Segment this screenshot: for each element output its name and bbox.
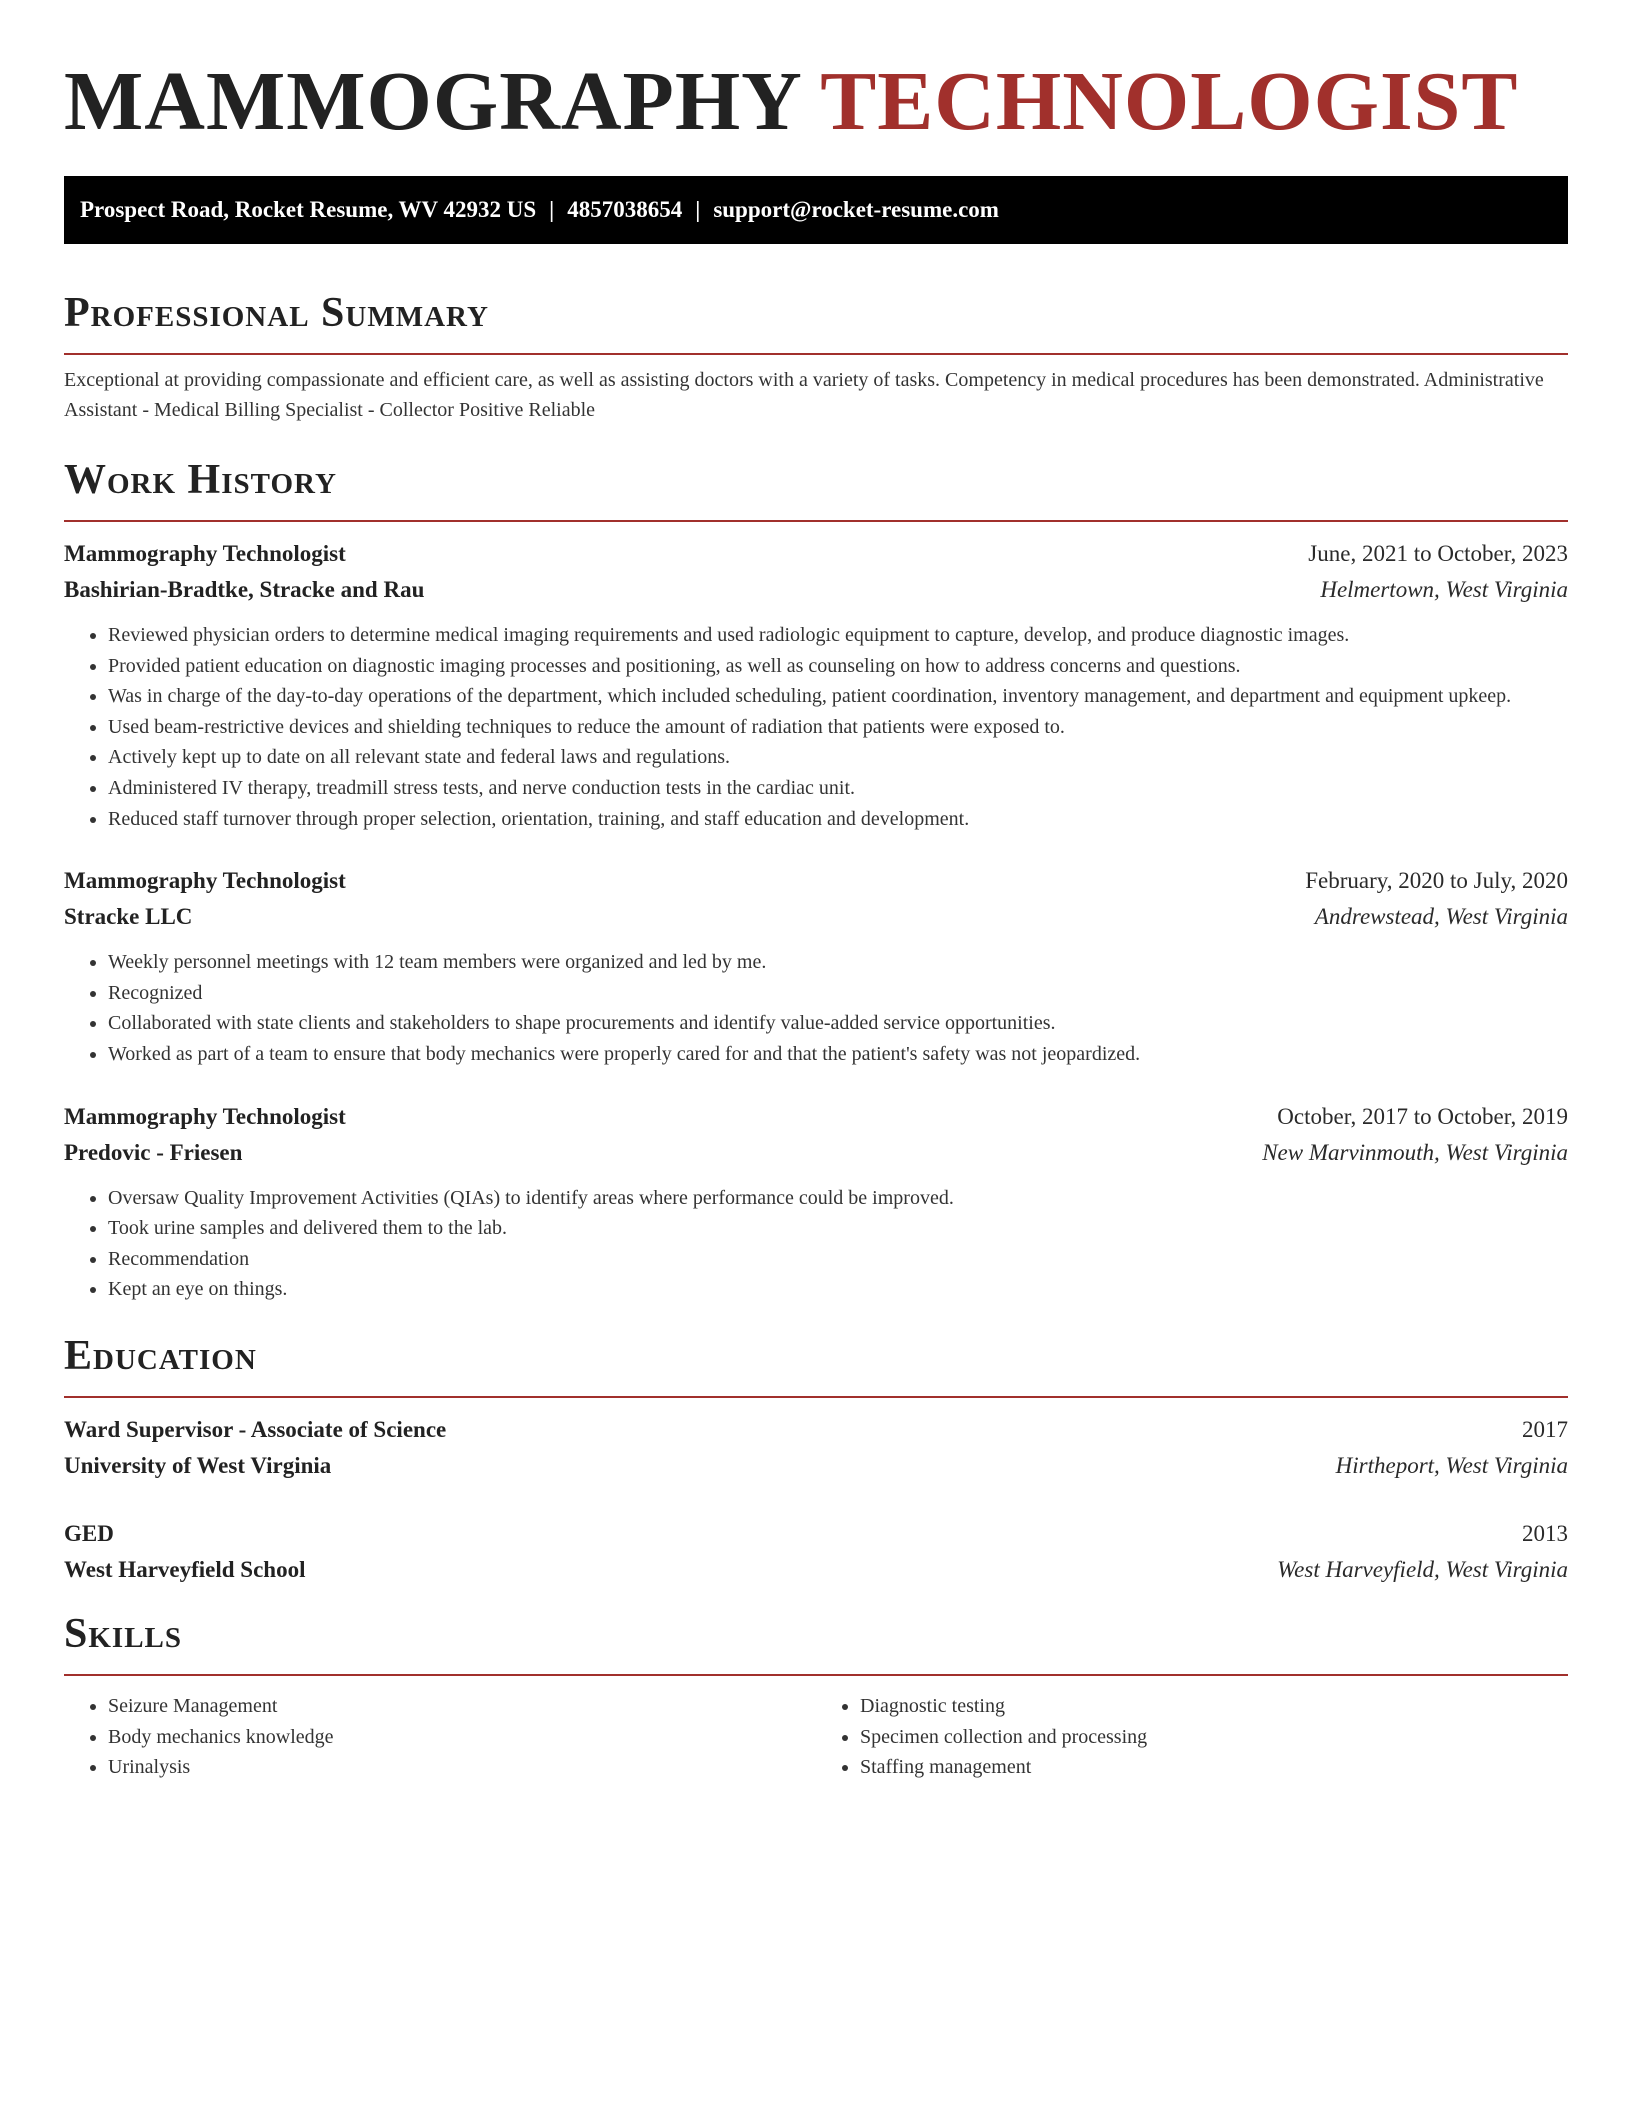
skill-item: • Specimen collection and processing bbox=[860, 1722, 1568, 1753]
education-location: West Harveyfield, West Virginia bbox=[1277, 1556, 1568, 1582]
list-item: • Reduced staff turnover through proper selection, orientation, training, and staff education and development. bbox=[108, 804, 1568, 835]
list-item: • Used beam-restrictive devices and shielding techniques to reduce the amount of radiation that patients were exposed to. bbox=[108, 712, 1568, 743]
contact-email[interactable]: support@rocket-resume.com bbox=[713, 197, 999, 222]
list-item: • Recognized bbox=[108, 978, 1568, 1009]
job-entry bbox=[64, 863, 1568, 1069]
job-title: Mammography Technologist bbox=[64, 868, 346, 894]
job-header bbox=[64, 863, 1568, 899]
list-item: • Kept an eye on things. bbox=[108, 1274, 1568, 1305]
list-item: • Administered IV therapy, treadmill stress tests, and nerve conduction tests in the cardiac unit. bbox=[108, 773, 1568, 804]
job-entry bbox=[64, 536, 1568, 834]
contact-bar bbox=[64, 176, 1568, 244]
contact-separator: | bbox=[549, 197, 555, 222]
list-item: • Collaborated with state clients and stakeholders to shape procurements and identify value-added service opportunities. bbox=[108, 1008, 1568, 1039]
job-bullets bbox=[64, 620, 1568, 834]
education-entry bbox=[64, 1516, 1568, 1588]
summary-heading: Professional Summary bbox=[64, 290, 489, 336]
job-location: New Marvinmouth, West Virginia bbox=[1262, 1139, 1568, 1165]
contact-address: Prospect Road, Rocket Resume, WV 42932 US bbox=[80, 197, 537, 222]
job-subheader bbox=[64, 1135, 1568, 1171]
education-year: 2017 bbox=[1522, 1416, 1568, 1442]
contact-separator: | bbox=[695, 197, 701, 222]
job-header bbox=[64, 536, 1568, 572]
job-location: Andrewstead, West Virginia bbox=[1314, 904, 1568, 930]
education-subheader bbox=[64, 1448, 1568, 1484]
resume-page bbox=[64, 0, 1568, 1783]
skill-item: • Staffing management bbox=[860, 1752, 1568, 1783]
job-header bbox=[64, 1099, 1568, 1135]
job-subheader bbox=[64, 572, 1568, 608]
section-divider bbox=[64, 353, 1568, 355]
job-bullets bbox=[64, 947, 1568, 1069]
job-company: Predovic - Friesen bbox=[64, 1139, 243, 1165]
job-entry bbox=[64, 1099, 1568, 1305]
first-name: MAMMOGRAPHY bbox=[64, 55, 800, 148]
education-subheader bbox=[64, 1552, 1568, 1588]
education-entry bbox=[64, 1412, 1568, 1484]
work-history-heading: Work History bbox=[64, 457, 337, 503]
job-subheader bbox=[64, 899, 1568, 935]
skills-list bbox=[64, 1691, 1568, 1783]
job-company: Bashirian-Bradtke, Stracke and Rau bbox=[64, 577, 425, 602]
section-divider bbox=[64, 1674, 1568, 1676]
list-item: • Worked as part of a team to ensure that body mechanics were properly cared for and that the patient's safety was not jeopardized. bbox=[108, 1039, 1568, 1070]
skill-item: • Seizure Management bbox=[108, 1691, 816, 1722]
education-header bbox=[64, 1412, 1568, 1448]
list-item: • Recommendation bbox=[108, 1244, 1568, 1275]
job-location: Helmertown, West Virginia bbox=[1320, 577, 1568, 602]
education-degree: Ward Supervisor - Associate of Science bbox=[64, 1416, 447, 1442]
job-bullets bbox=[64, 1183, 1568, 1305]
education-heading: Education bbox=[64, 1332, 257, 1379]
list-item: • Actively kept up to date on all relevant state and federal laws and regulations. bbox=[108, 742, 1568, 773]
resume-name bbox=[64, 0, 1568, 152]
skill-item: • Urinalysis bbox=[108, 1752, 816, 1783]
last-name: TECHNOLOGIST bbox=[820, 55, 1519, 148]
education-school: University of West Virginia bbox=[64, 1452, 332, 1478]
contact-phone: 4857038654 bbox=[567, 197, 683, 222]
section-divider bbox=[64, 520, 1568, 522]
summary-text: Exceptional at providing compassionate and efficient care, as well as assisting doctors with a variety of tasks. Competency in medical procedures has been demonstrated. Administrative Assistant - Medical Billing Specialist - Collector Positive Reliable bbox=[64, 369, 1544, 421]
job-title: Mammography Technologist bbox=[64, 541, 346, 566]
list-item: • Reviewed physician orders to determine medical imaging requirements and used radiologic equipment to capture, develop, and produce diagnostic images. bbox=[108, 620, 1568, 651]
education-header bbox=[64, 1516, 1568, 1552]
list-item: • Weekly personnel meetings with 12 team members were organized and led by me. bbox=[108, 947, 1568, 978]
education-year: 2013 bbox=[1522, 1520, 1568, 1546]
list-item: • Provided patient education on diagnostic imaging processes and positioning, as well as counseling on how to address concerns and questions. bbox=[108, 651, 1568, 682]
section-divider bbox=[64, 1396, 1568, 1398]
job-company: Stracke LLC bbox=[64, 904, 193, 930]
education-location: Hirtheport, West Virginia bbox=[1335, 1452, 1568, 1478]
job-title: Mammography Technologist bbox=[64, 1103, 346, 1129]
education-degree: GED bbox=[64, 1520, 114, 1546]
skills-column-left bbox=[64, 1691, 816, 1783]
skills-heading: Skills bbox=[64, 1610, 183, 1657]
list-item: • Took urine samples and delivered them to the lab. bbox=[108, 1213, 1568, 1244]
skill-item: • Diagnostic testing bbox=[860, 1691, 1568, 1722]
skill-item: • Body mechanics knowledge bbox=[108, 1722, 816, 1753]
list-item: • Was in charge of the day-to-day operations of the department, which included scheduling, patient coordination, inventory management, and department and equipment upkeep. bbox=[108, 681, 1568, 712]
job-dates: June, 2021 to October, 2023 bbox=[1308, 541, 1568, 566]
list-item: • Oversaw Quality Improvement Activities (QIAs) to identify areas where performance could be improved. bbox=[108, 1183, 1568, 1214]
skills-column-right bbox=[816, 1691, 1568, 1783]
education-school: West Harveyfield School bbox=[64, 1556, 306, 1582]
job-dates: October, 2017 to October, 2019 bbox=[1277, 1103, 1568, 1129]
job-dates: February, 2020 to July, 2020 bbox=[1305, 868, 1568, 894]
